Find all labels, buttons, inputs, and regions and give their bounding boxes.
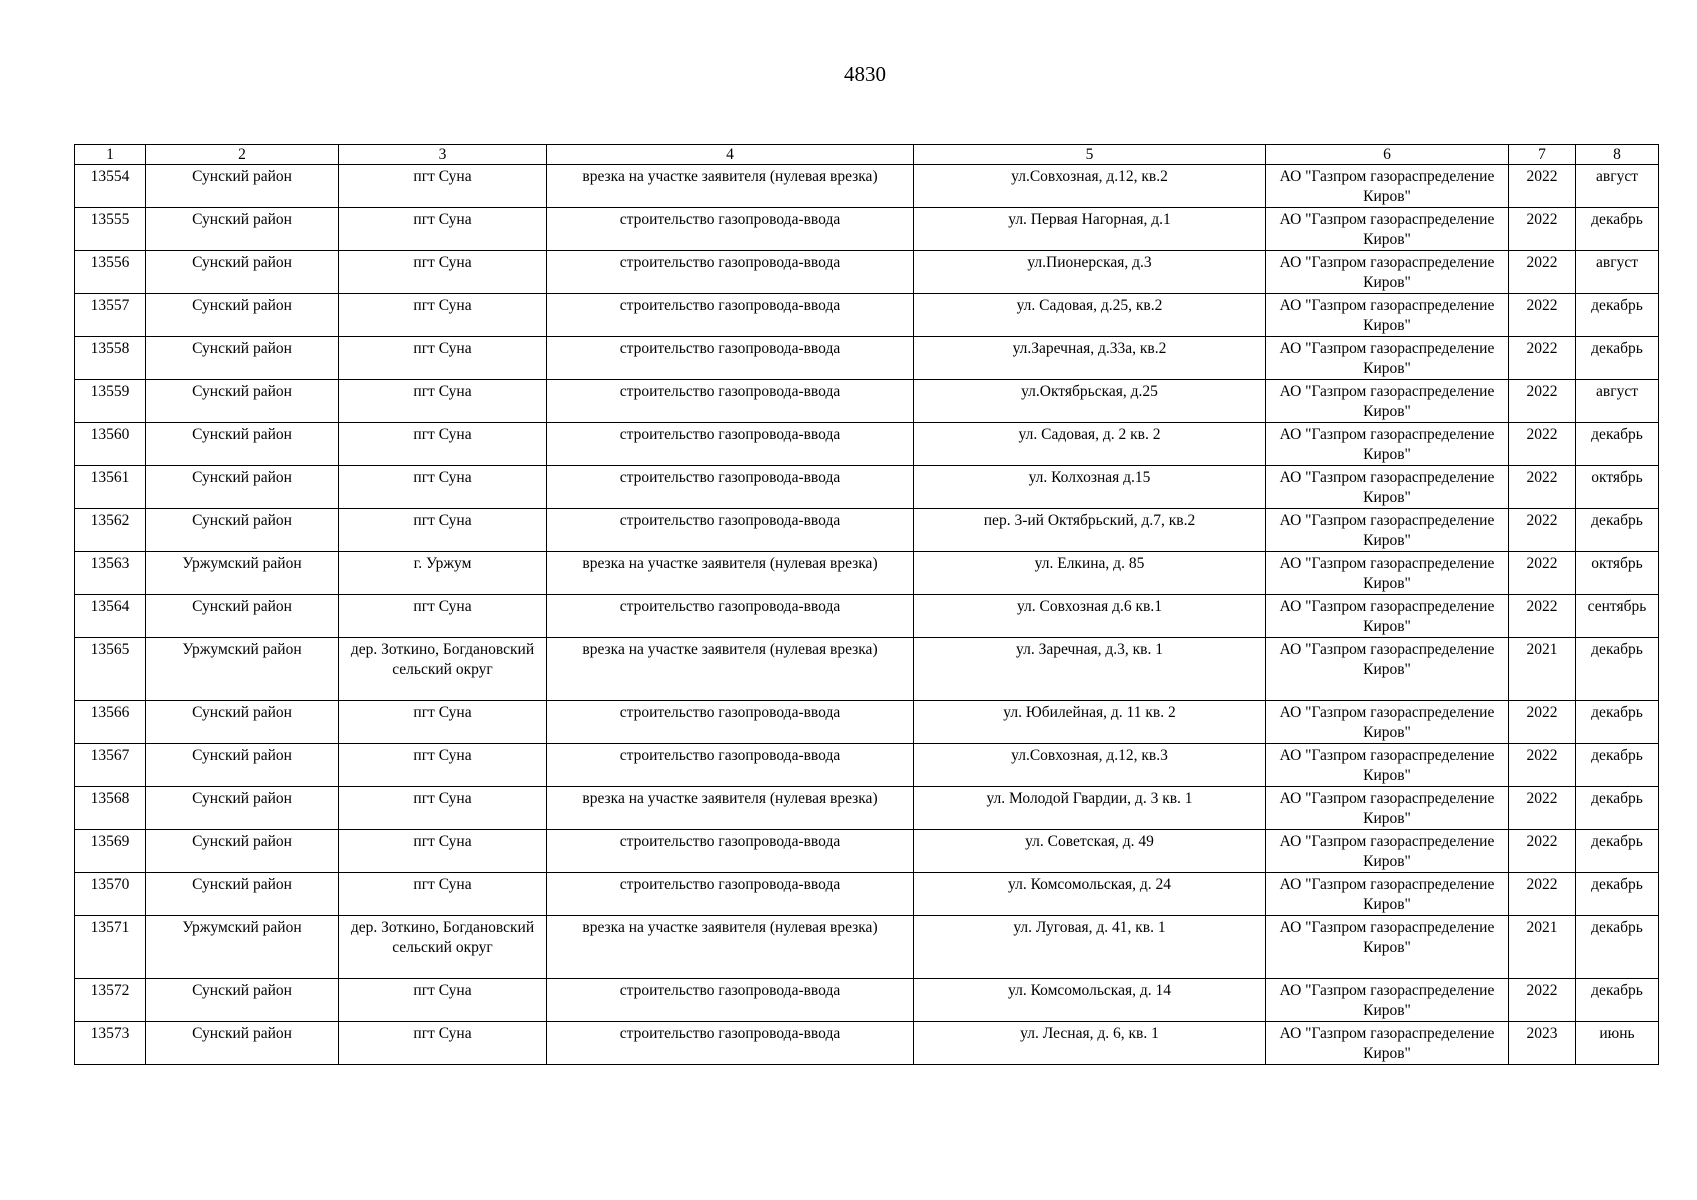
year-cell: 2021 bbox=[1509, 916, 1576, 979]
row-number-cell: 13559 bbox=[75, 380, 146, 423]
row-number-cell: 13560 bbox=[75, 423, 146, 466]
year-cell: 2021 bbox=[1509, 638, 1576, 701]
locality-cell: пгт Суна bbox=[339, 337, 547, 380]
table-row bbox=[75, 423, 1659, 466]
address-cell: ул. Комсомольская, д. 14 bbox=[914, 979, 1266, 1022]
row-number-cell: 13568 bbox=[75, 787, 146, 830]
organization-cell: АО "Газпром газораспределение Киров" bbox=[1266, 423, 1509, 466]
month-cell: август bbox=[1576, 251, 1659, 294]
month-cell: декабрь bbox=[1576, 830, 1659, 873]
row-number-cell: 13570 bbox=[75, 873, 146, 916]
year-cell: 2022 bbox=[1509, 873, 1576, 916]
register-table bbox=[74, 144, 1659, 1065]
organization-cell: АО "Газпром газораспределение Киров" bbox=[1266, 744, 1509, 787]
row-number-cell: 13566 bbox=[75, 701, 146, 744]
district-cell: Сунский район bbox=[146, 337, 339, 380]
table-row bbox=[75, 916, 1659, 979]
month-cell: июнь bbox=[1576, 1022, 1659, 1065]
month-cell: декабрь bbox=[1576, 208, 1659, 251]
table-row bbox=[75, 165, 1659, 208]
work-type-cell: строительство газопровода-ввода bbox=[547, 1022, 914, 1065]
year-cell: 2022 bbox=[1509, 466, 1576, 509]
work-type-cell: строительство газопровода-ввода bbox=[547, 466, 914, 509]
column-header: 4 bbox=[547, 145, 914, 165]
district-cell: Сунский район bbox=[146, 1022, 339, 1065]
table-row bbox=[75, 701, 1659, 744]
organization-cell: АО "Газпром газораспределение Киров" bbox=[1266, 979, 1509, 1022]
organization-cell: АО "Газпром газораспределение Киров" bbox=[1266, 165, 1509, 208]
year-cell: 2022 bbox=[1509, 509, 1576, 552]
organization-cell: АО "Газпром газораспределение Киров" bbox=[1266, 552, 1509, 595]
locality-cell: пгт Суна bbox=[339, 165, 547, 208]
month-cell: октябрь bbox=[1576, 552, 1659, 595]
district-cell: Сунский район bbox=[146, 294, 339, 337]
work-type-cell: строительство газопровода-ввода bbox=[547, 744, 914, 787]
district-cell: Сунский район bbox=[146, 380, 339, 423]
locality-cell: пгт Суна bbox=[339, 787, 547, 830]
month-cell: декабрь bbox=[1576, 916, 1659, 979]
table-row bbox=[75, 294, 1659, 337]
work-type-cell: врезка на участке заявителя (нулевая врезка) bbox=[547, 916, 914, 979]
organization-cell: АО "Газпром газораспределение Киров" bbox=[1266, 380, 1509, 423]
address-cell: пер. 3-ий Октябрьский, д.7, кв.2 bbox=[914, 509, 1266, 552]
table-row bbox=[75, 595, 1659, 638]
work-type-cell: строительство газопровода-ввода bbox=[547, 251, 914, 294]
month-cell: декабрь bbox=[1576, 294, 1659, 337]
table-row bbox=[75, 787, 1659, 830]
organization-cell: АО "Газпром газораспределение Киров" bbox=[1266, 638, 1509, 701]
district-cell: Сунский район bbox=[146, 165, 339, 208]
column-header: 5 bbox=[914, 145, 1266, 165]
organization-cell: АО "Газпром газораспределение Киров" bbox=[1266, 830, 1509, 873]
table-row bbox=[75, 1022, 1659, 1065]
organization-cell: АО "Газпром газораспределение Киров" bbox=[1266, 251, 1509, 294]
organization-cell: АО "Газпром газораспределение Киров" bbox=[1266, 873, 1509, 916]
month-cell: август bbox=[1576, 380, 1659, 423]
address-cell: ул. Первая Нагорная, д.1 bbox=[914, 208, 1266, 251]
address-cell: ул.Октябрьская, д.25 bbox=[914, 380, 1266, 423]
year-cell: 2022 bbox=[1509, 595, 1576, 638]
organization-cell: АО "Газпром газораспределение Киров" bbox=[1266, 208, 1509, 251]
month-cell: октябрь bbox=[1576, 466, 1659, 509]
table-row bbox=[75, 830, 1659, 873]
locality-cell: пгт Суна bbox=[339, 830, 547, 873]
row-number-cell: 13554 bbox=[75, 165, 146, 208]
address-cell: ул. Заречная, д.3, кв. 1 bbox=[914, 638, 1266, 701]
row-number-cell: 13558 bbox=[75, 337, 146, 380]
work-type-cell: строительство газопровода-ввода bbox=[547, 423, 914, 466]
locality-cell: дер. Зоткино, Богдановский сельский округ bbox=[339, 916, 547, 979]
locality-cell: пгт Суна bbox=[339, 466, 547, 509]
locality-cell: пгт Суна bbox=[339, 979, 547, 1022]
address-cell: ул. Юбилейная, д. 11 кв. 2 bbox=[914, 701, 1266, 744]
district-cell: Сунский район bbox=[146, 509, 339, 552]
table-row bbox=[75, 552, 1659, 595]
district-cell: Сунский район bbox=[146, 979, 339, 1022]
district-cell: Сунский район bbox=[146, 208, 339, 251]
year-cell: 2022 bbox=[1509, 251, 1576, 294]
table-row bbox=[75, 337, 1659, 380]
organization-cell: АО "Газпром газораспределение Киров" bbox=[1266, 294, 1509, 337]
row-number-cell: 13564 bbox=[75, 595, 146, 638]
organization-cell: АО "Газпром газораспределение Киров" bbox=[1266, 595, 1509, 638]
year-cell: 2022 bbox=[1509, 787, 1576, 830]
locality-cell: пгт Суна bbox=[339, 380, 547, 423]
organization-cell: АО "Газпром газораспределение Киров" bbox=[1266, 916, 1509, 979]
month-cell: декабрь bbox=[1576, 423, 1659, 466]
table-row bbox=[75, 638, 1659, 701]
year-cell: 2022 bbox=[1509, 294, 1576, 337]
row-number-cell: 13567 bbox=[75, 744, 146, 787]
address-cell: ул.Совхозная, д.12, кв.3 bbox=[914, 744, 1266, 787]
work-type-cell: строительство газопровода-ввода bbox=[547, 337, 914, 380]
locality-cell: пгт Суна bbox=[339, 509, 547, 552]
row-number-cell: 13556 bbox=[75, 251, 146, 294]
district-cell: Сунский район bbox=[146, 787, 339, 830]
row-number-cell: 13573 bbox=[75, 1022, 146, 1065]
year-cell: 2022 bbox=[1509, 979, 1576, 1022]
month-cell: декабрь bbox=[1576, 509, 1659, 552]
organization-cell: АО "Газпром газораспределение Киров" bbox=[1266, 701, 1509, 744]
row-number-cell: 13571 bbox=[75, 916, 146, 979]
work-type-cell: строительство газопровода-ввода bbox=[547, 380, 914, 423]
month-cell: декабрь bbox=[1576, 337, 1659, 380]
work-type-cell: строительство газопровода-ввода bbox=[547, 830, 914, 873]
address-cell: ул.Заречная, д.33а, кв.2 bbox=[914, 337, 1266, 380]
column-header: 6 bbox=[1266, 145, 1509, 165]
work-type-cell: врезка на участке заявителя (нулевая врезка) bbox=[547, 165, 914, 208]
district-cell: Сунский район bbox=[146, 595, 339, 638]
work-type-cell: строительство газопровода-ввода bbox=[547, 595, 914, 638]
organization-cell: АО "Газпром газораспределение Киров" bbox=[1266, 337, 1509, 380]
column-header: 2 bbox=[146, 145, 339, 165]
column-header: 7 bbox=[1509, 145, 1576, 165]
district-cell: Уржумский район bbox=[146, 638, 339, 701]
table-row bbox=[75, 251, 1659, 294]
month-cell: сентябрь bbox=[1576, 595, 1659, 638]
table-row bbox=[75, 380, 1659, 423]
row-number-cell: 13563 bbox=[75, 552, 146, 595]
month-cell: декабрь bbox=[1576, 979, 1659, 1022]
locality-cell: пгт Суна bbox=[339, 595, 547, 638]
month-cell: декабрь bbox=[1576, 744, 1659, 787]
year-cell: 2022 bbox=[1509, 423, 1576, 466]
work-type-cell: врезка на участке заявителя (нулевая врезка) bbox=[547, 638, 914, 701]
district-cell: Сунский район bbox=[146, 251, 339, 294]
column-header: 3 bbox=[339, 145, 547, 165]
page-number: 4830 bbox=[844, 62, 886, 86]
table-row bbox=[75, 509, 1659, 552]
work-type-cell: строительство газопровода-ввода bbox=[547, 208, 914, 251]
month-cell: декабрь bbox=[1576, 787, 1659, 830]
year-cell: 2022 bbox=[1509, 165, 1576, 208]
column-header: 8 bbox=[1576, 145, 1659, 165]
header-row bbox=[75, 145, 1659, 165]
district-cell: Сунский район bbox=[146, 744, 339, 787]
work-type-cell: строительство газопровода-ввода bbox=[547, 873, 914, 916]
address-cell: ул. Колхозная д.15 bbox=[914, 466, 1266, 509]
row-number-cell: 13557 bbox=[75, 294, 146, 337]
month-cell: декабрь bbox=[1576, 873, 1659, 916]
district-cell: Сунский район bbox=[146, 423, 339, 466]
row-number-cell: 13565 bbox=[75, 638, 146, 701]
column-header: 1 bbox=[75, 145, 146, 165]
locality-cell: пгт Суна bbox=[339, 744, 547, 787]
work-type-cell: врезка на участке заявителя (нулевая врезка) bbox=[547, 552, 914, 595]
table-row bbox=[75, 744, 1659, 787]
locality-cell: пгт Суна bbox=[339, 294, 547, 337]
row-number-cell: 13555 bbox=[75, 208, 146, 251]
locality-cell: пгт Суна bbox=[339, 873, 547, 916]
row-number-cell: 13562 bbox=[75, 509, 146, 552]
address-cell: ул. Совхозная д.6 кв.1 bbox=[914, 595, 1266, 638]
work-type-cell: строительство газопровода-ввода bbox=[547, 294, 914, 337]
district-cell: Уржумский район bbox=[146, 916, 339, 979]
district-cell: Сунский район bbox=[146, 701, 339, 744]
address-cell: ул. Советская, д. 49 bbox=[914, 830, 1266, 873]
row-number-cell: 13561 bbox=[75, 466, 146, 509]
locality-cell: пгт Суна bbox=[339, 251, 547, 294]
organization-cell: АО "Газпром газораспределение Киров" bbox=[1266, 466, 1509, 509]
address-cell: ул.Совхозная, д.12, кв.2 bbox=[914, 165, 1266, 208]
table-row bbox=[75, 466, 1659, 509]
year-cell: 2022 bbox=[1509, 744, 1576, 787]
year-cell: 2022 bbox=[1509, 337, 1576, 380]
year-cell: 2022 bbox=[1509, 830, 1576, 873]
locality-cell: пгт Суна bbox=[339, 423, 547, 466]
address-cell: ул. Лесная, д. 6, кв. 1 bbox=[914, 1022, 1266, 1065]
address-cell: ул. Комсомольская, д. 24 bbox=[914, 873, 1266, 916]
month-cell: декабрь bbox=[1576, 701, 1659, 744]
month-cell: декабрь bbox=[1576, 638, 1659, 701]
address-cell: ул. Молодой Гвардии, д. 3 кв. 1 bbox=[914, 787, 1266, 830]
table-body bbox=[75, 165, 1659, 1065]
row-number-cell: 13569 bbox=[75, 830, 146, 873]
year-cell: 2022 bbox=[1509, 208, 1576, 251]
locality-cell: дер. Зоткино, Богдановский сельский округ bbox=[339, 638, 547, 701]
organization-cell: АО "Газпром газораспределение Киров" bbox=[1266, 787, 1509, 830]
organization-cell: АО "Газпром газораспределение Киров" bbox=[1266, 1022, 1509, 1065]
locality-cell: пгт Суна bbox=[339, 208, 547, 251]
organization-cell: АО "Газпром газораспределение Киров" bbox=[1266, 509, 1509, 552]
address-cell: ул. Садовая, д. 2 кв. 2 bbox=[914, 423, 1266, 466]
address-cell: ул. Садовая, д.25, кв.2 bbox=[914, 294, 1266, 337]
table-row bbox=[75, 979, 1659, 1022]
work-type-cell: строительство газопровода-ввода bbox=[547, 979, 914, 1022]
table-header bbox=[75, 145, 1659, 165]
district-cell: Сунский район bbox=[146, 873, 339, 916]
district-cell: Сунский район bbox=[146, 466, 339, 509]
district-cell: Уржумский район bbox=[146, 552, 339, 595]
year-cell: 2022 bbox=[1509, 701, 1576, 744]
year-cell: 2022 bbox=[1509, 552, 1576, 595]
locality-cell: г. Уржум bbox=[339, 552, 547, 595]
district-cell: Сунский район bbox=[146, 830, 339, 873]
locality-cell: пгт Суна bbox=[339, 1022, 547, 1065]
address-cell: ул. Елкина, д. 85 bbox=[914, 552, 1266, 595]
address-cell: ул.Пионерская, д.3 bbox=[914, 251, 1266, 294]
row-number-cell: 13572 bbox=[75, 979, 146, 1022]
year-cell: 2022 bbox=[1509, 380, 1576, 423]
work-type-cell: строительство газопровода-ввода bbox=[547, 701, 914, 744]
work-type-cell: строительство газопровода-ввода bbox=[547, 509, 914, 552]
month-cell: август bbox=[1576, 165, 1659, 208]
work-type-cell: врезка на участке заявителя (нулевая врезка) bbox=[547, 787, 914, 830]
locality-cell: пгт Суна bbox=[339, 701, 547, 744]
address-cell: ул. Луговая, д. 41, кв. 1 bbox=[914, 916, 1266, 979]
year-cell: 2023 bbox=[1509, 1022, 1576, 1065]
table-row bbox=[75, 873, 1659, 916]
table-row bbox=[75, 208, 1659, 251]
